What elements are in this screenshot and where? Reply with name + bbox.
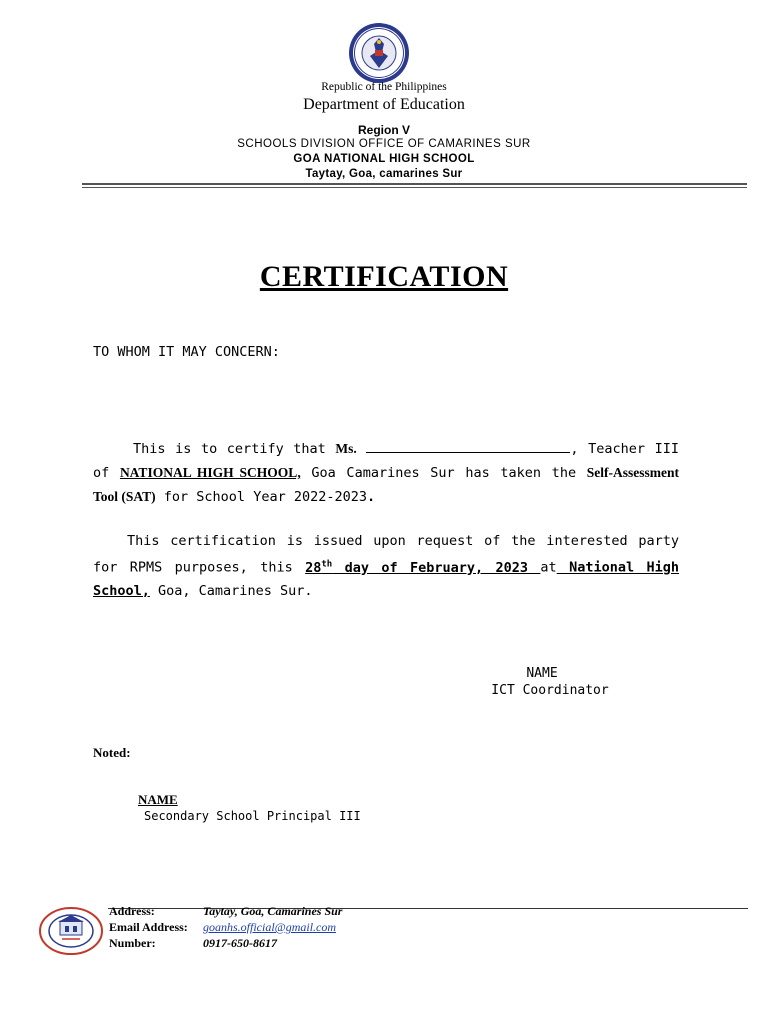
- email-label: Email Address:: [109, 920, 188, 934]
- honorific: Ms.: [335, 441, 357, 456]
- noted-label: Noted:: [93, 745, 131, 760]
- school-ref: NATIONAL HIGH SCHOOL,: [119, 465, 301, 480]
- email-link[interactable]: goanhs.official@gmail.com: [203, 920, 337, 934]
- school-name: GOA NATIONAL HIGH SCHOOL: [293, 153, 475, 165]
- header-divider-thin: [82, 187, 747, 188]
- salutation: TO WHOM IT MAY CONCERN:: [93, 344, 280, 360]
- signatory-title: ICT Coordinator: [491, 683, 609, 698]
- venue: National High School,: [93, 559, 679, 599]
- region-line: Region V: [357, 123, 410, 137]
- republic-line: Republic of the Philippines: [321, 81, 447, 93]
- day-rest: day of February, 2023: [332, 559, 541, 576]
- school-address: Taytay, Goa, camarines Sur: [305, 168, 463, 180]
- principal-title: Secondary School Principal III: [144, 809, 361, 823]
- phone-number: 0917-650-8617: [203, 936, 277, 950]
- text: [357, 441, 367, 457]
- text: , Teacher III of: [93, 441, 679, 481]
- paragraph-issuance: [93, 530, 679, 603]
- text: for School Year 2022-2023: [155, 489, 367, 505]
- text: at: [540, 559, 557, 576]
- address-label: Address:: [109, 904, 155, 918]
- issue-date: [305, 560, 540, 576]
- day-suffix: th: [321, 559, 333, 569]
- text: This certification is issued upon request of the interested party for RPMS purposes, this: [93, 533, 679, 576]
- number-label: Number:: [109, 936, 156, 950]
- principal-name: NAME: [138, 792, 178, 807]
- page-title: CERTIFICATION: [259, 260, 509, 293]
- header-divider: [82, 183, 747, 185]
- text: Goa Camarines Sur has taken the: [300, 465, 587, 481]
- text: This is to certify that: [133, 441, 336, 457]
- department-name: Department of Education: [303, 96, 465, 113]
- paragraph-certify: [93, 437, 679, 509]
- address-value: Taytay, Goa, Camarines Sur: [203, 904, 343, 918]
- signatory-name: NAME: [526, 666, 558, 681]
- day-number: 28: [305, 559, 322, 576]
- text: Goa, Camarines Sur.: [149, 582, 313, 599]
- deped-seal-icon: [348, 22, 410, 84]
- tool-name: Self-Assessment Tool (SAT): [93, 465, 679, 504]
- division-line: SCHOOLS DIVISION OFFICE OF CAMARINES SUR: [237, 138, 531, 150]
- name-blank-line: [366, 440, 570, 453]
- text: .: [366, 489, 376, 505]
- school-logo-icon: [38, 906, 104, 956]
